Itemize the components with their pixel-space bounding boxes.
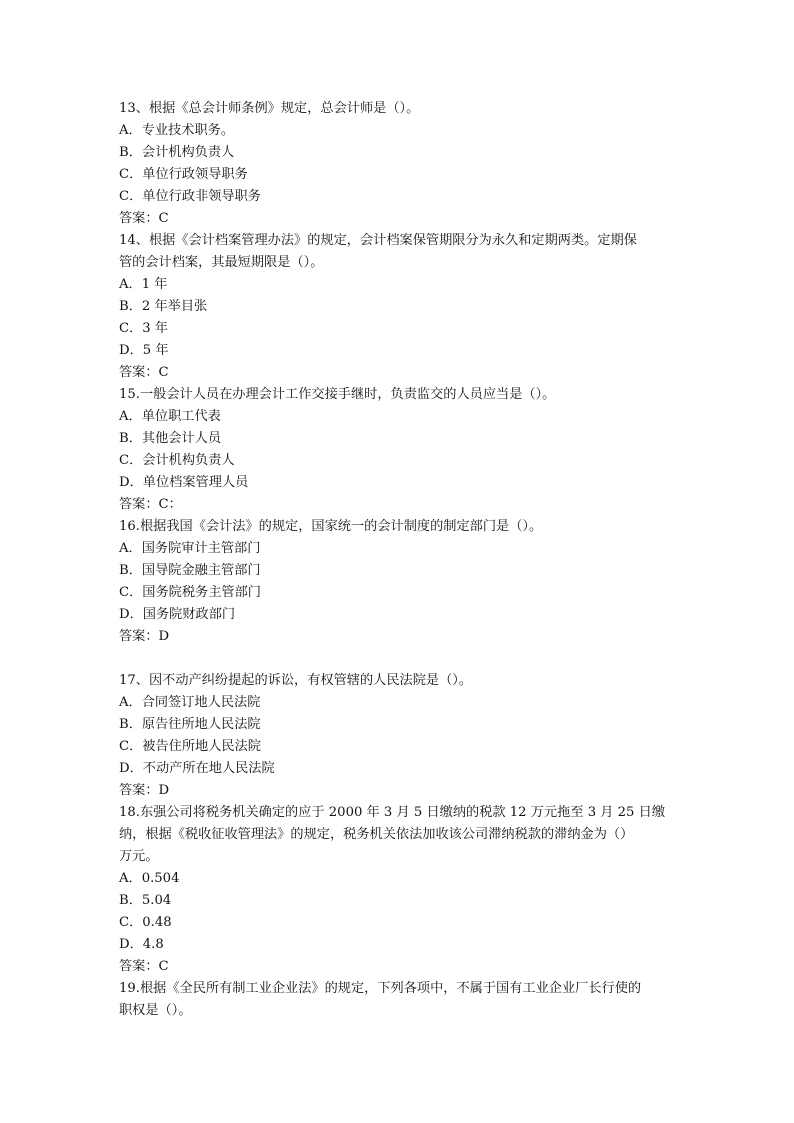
question-14-answer: 答案：C bbox=[119, 365, 169, 380]
question-16-option-d: D．国务院财政部门 bbox=[119, 607, 236, 622]
question-15-option-a: A．单位职工代表 bbox=[119, 409, 221, 424]
question-13-answer: 答案：C bbox=[119, 211, 169, 226]
question-17-option-c: C．被告住所地人民法院 bbox=[119, 739, 261, 754]
question-15-stem: 15.一般会计人员在办理会计工作交接手继时，负责监交的人员应当是（）。 bbox=[119, 387, 556, 402]
question-18-stem-line-1: 18.东强公司将税务机关确定的应于 2000 年 3 月 5 日缴纳的税款 12 万元拖至 3 月 25 日缴 bbox=[119, 805, 666, 820]
blank-line bbox=[119, 648, 679, 670]
question-18-option-c: C．0.48 bbox=[119, 915, 172, 930]
question-14-stem-line-2: 管的会计档案，其最短期限是（）。 bbox=[119, 255, 324, 270]
question-15-option-b: B．其他会计人员 bbox=[119, 431, 222, 446]
question-17-stem: 17、因不动产纠纷提起的诉讼，有权管辖的人民法院是（）。 bbox=[119, 673, 473, 688]
question-13-stem: 13、根据《总会计师条例》规定，总会计师是（）。 bbox=[119, 101, 420, 116]
question-13-option-d: C．单位行政非领导职务 bbox=[119, 189, 261, 204]
question-15-option-c: C．会计机构负责人 bbox=[119, 453, 235, 468]
question-13-option-b: B．会计机构负责人 bbox=[119, 145, 235, 160]
question-13-option-a: A．专业技术职务。 bbox=[119, 123, 235, 138]
question-17-option-a: A．合同签订地人民法院 bbox=[119, 695, 261, 710]
question-14-option-a: A．1 年 bbox=[119, 277, 168, 292]
question-14-option-b: B．2 年举目张 bbox=[119, 299, 208, 314]
question-15-answer: 答案：C： bbox=[119, 497, 182, 512]
question-18-option-d: D．4.8 bbox=[119, 937, 164, 952]
question-17-option-d: D．不动产所在地人民法院 bbox=[119, 761, 275, 776]
question-16-option-b: B．国导院金融主管部门 bbox=[119, 563, 261, 578]
question-17-option-b: B．原告往所地人民法院 bbox=[119, 717, 261, 732]
question-18-option-b: B．5.04 bbox=[119, 893, 172, 908]
question-16-answer: 答案：D bbox=[119, 629, 170, 644]
document-page bbox=[119, 98, 679, 1022]
question-16-option-a: A．国务院审计主管部门 bbox=[119, 541, 261, 556]
question-14-option-d: D．5 年 bbox=[119, 343, 169, 358]
question-14-stem-line-1: 14、根据《会计档案管理办法》的规定，会计档案保管期限分为永久和定期两类。定期保 bbox=[119, 233, 637, 248]
question-18-stem-line-3: 万元。 bbox=[119, 849, 159, 864]
question-18-answer: 答案：C bbox=[119, 959, 169, 974]
question-18-stem-line-2: 纳，根据《税收征收管理法》的规定，税务机关依法加收该公司滞纳税款的滞纳金为（） bbox=[119, 827, 634, 842]
question-16-stem: 16.根据我国《会计法》的规定，国家统一的会计制度的制定部门是（）。 bbox=[119, 519, 543, 534]
question-18-option-a: A．0.504 bbox=[119, 871, 180, 886]
question-19-stem-line-2: 职权是（）。 bbox=[119, 1003, 192, 1018]
question-14-option-c: C．3 年 bbox=[119, 321, 169, 336]
question-19-stem-line-1: 19.根据《全民所有制工业企业法》的规定，下列各项中，不属于国有工业企业厂长行使的 bbox=[119, 981, 642, 996]
question-13-option-c: C．单位行政领导职务 bbox=[119, 167, 248, 182]
question-17-answer: 答案：D bbox=[119, 783, 170, 798]
question-15-option-d: D．单位档案管理人员 bbox=[119, 475, 249, 490]
question-16-option-c: C．国务院税务主管部门 bbox=[119, 585, 261, 600]
